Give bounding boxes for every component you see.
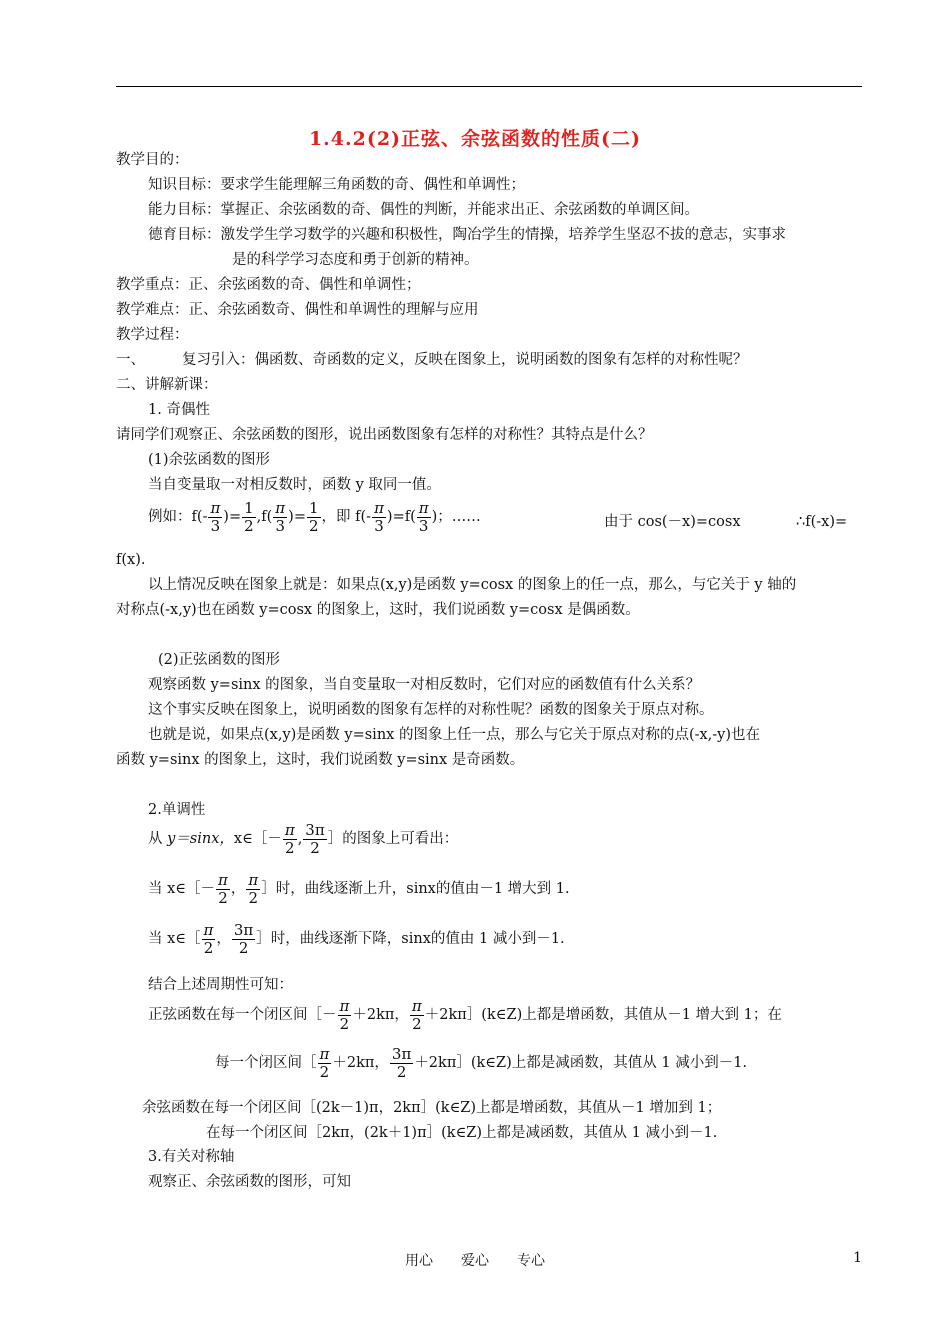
fraction-pi-over-3: $\frac{\pi}{3}$ — [210, 499, 221, 535]
page-number: 1 — [853, 1250, 862, 1266]
teaching-goal-heading: 教学目的： — [116, 152, 189, 168]
mono-fall-line: 当 x∈［ $\frac{\pi}{2}$ ， $\frac{3\pi}{2}$ ］时，曲线逐渐下降，sinx的值由 1 减小到－1. — [148, 921, 565, 957]
sin-graph-heading: (2)正弦函数的图形 — [158, 652, 281, 668]
fraction-pi-over-3: $\frac{\pi}{3}$ — [374, 499, 384, 535]
sin-symmetry: 这个事实反映在图象上，说明函数的图象有怎样的对称性呢？函数的图象关于原点对称。 — [148, 702, 714, 718]
moral-goal-line-1: 德育目标：激发学生学习数学的兴趣和积极性，陶冶学生的情操，培养学生坚忍不拔的意志，实事求 — [148, 227, 786, 243]
difficulty: 教学难点：正、余弦函数奇、偶性和单调性的理解与应用 — [116, 302, 479, 318]
fraction-pi-over-2: $\frac{\pi}{2}$ — [339, 997, 350, 1033]
fraction-pi-over-2: $\frac{\pi}{2}$ — [248, 871, 259, 907]
review-text: 复习引入：偶函数、奇函数的定义，反映在图象上，说明函数的图象有怎样的对称性呢？ — [182, 352, 748, 368]
cos-conclusion-line-2: 对称点(-x,y)也在函数 y=cosx 的图象上，这时，我们说函数 y=cosx 是偶函数。 — [116, 602, 640, 618]
monotonic-heading: 2.单调性 — [148, 802, 206, 818]
key-point: 教学重点：正、余弦函数的奇、偶性和单调性； — [116, 277, 421, 293]
fraction-pi-over-2: $\frac{\pi}{2}$ — [319, 1045, 330, 1081]
mono-observe-line: 从 y＝sinx，x∈［－ $\frac{\pi}{2}$ , $\frac{3\pi}{2}$ ］的图象上可看出： — [148, 821, 459, 857]
header-rule — [116, 86, 862, 87]
cos-observation: 当自变量取一对相反数时，函数 y 取同一值。 — [148, 477, 441, 493]
fraction-pi-over-2: $\frac{\pi}{2}$ — [218, 871, 228, 907]
example-prefix: 例如：f(- — [148, 509, 208, 525]
process-heading: 教学过程： — [116, 327, 189, 343]
example-because: 由于 cos(－x)=cosx — [604, 514, 741, 530]
symmetry-observe: 观察正、余弦函数的图形，可知 — [148, 1174, 351, 1190]
cos-conclusion-line-1: 以上情况反映在图象上就是：如果点(x,y)是函数 y=cosx 的图象上的任一点，那么，与它关于 y 轴的 — [148, 577, 797, 593]
sin-observation: 观察函数 y=sinx 的图象，当自变量取一对相反数时，它们对应的函数值有什么关系？ — [148, 677, 701, 693]
periodicity: 结合上述周期性可知： — [148, 977, 293, 993]
fraction-pi-over-3: $\frac{\pi}{3}$ — [275, 499, 286, 535]
review-number: 一、 — [116, 352, 145, 368]
fraction-3pi-over-2: $\frac{3\pi}{2}$ — [233, 921, 254, 957]
fraction-pi-over-3: $\frac{\pi}{3}$ — [418, 499, 429, 535]
example-fx: f(x). — [116, 552, 146, 568]
moral-goal-line-2: 是的科学学习态度和勇于创新的精神。 — [232, 252, 479, 268]
ability-goal: 能力目标：掌握正、余弦函数的奇、偶性的判断，并能求出正、余弦函数的单调区间。 — [148, 202, 699, 218]
sin-decrease-line: 每一个闭区间［ $\frac{\pi}{2}$ ＋2kπ， $\frac{3\pi}{2}$ ＋2kπ］(k∈Z)上都是减函数，其值从 1 减小到－1. — [215, 1045, 748, 1081]
fraction-3pi-over-2: $\frac{3\pi}{2}$ — [391, 1045, 412, 1081]
symmetry-heading: 3.有关对称轴 — [148, 1149, 235, 1165]
fraction-3pi-over-2: $\frac{3\pi}{2}$ — [305, 821, 325, 857]
fraction-1-over-2: $\frac{1}{2}$ — [244, 499, 254, 535]
fraction-pi-over-2: $\frac{\pi}{2}$ — [411, 997, 422, 1033]
cos-decrease: 在每一个闭区间［2kπ，(2k＋1)π］(k∈Z)上都是减函数，其值从 1 减小到－1. — [206, 1125, 718, 1141]
new-lesson-heading: 二、讲解新课： — [116, 377, 218, 393]
fraction-pi-over-2: $\frac{\pi}{2}$ — [203, 921, 214, 957]
page-footer: 用心 爱心 专心 — [405, 1253, 545, 1269]
knowledge-goal: 知识目标：要求学生能理解三角函数的奇、偶性和单调性； — [148, 177, 525, 193]
cos-increase: 余弦函数在每一个闭区间［(2k－1)π，2kπ］(k∈Z)上都是增函数，其值从－1 增加到 1； — [142, 1100, 722, 1116]
sin-increase-line: 正弦函数在每一个闭区间［－ $\frac{\pi}{2}$ ＋2kπ， $\frac{\pi}{2}$ ＋2kπ］(k∈Z)上都是增函数，其值从－1 增大到 1；在 — [148, 997, 782, 1033]
mono-rise-line: 当 x∈［－ $\frac{\pi}{2}$ ， $\frac{\pi}{2}$ ］时，曲线逐渐上升，sinx的值由－1 增大到 1. — [148, 871, 570, 907]
fraction-pi-over-2: $\frac{\pi}{2}$ — [284, 821, 295, 857]
example-therefore: ∴f(-x)= — [796, 514, 848, 530]
sin-conclusion-line-1: 也就是说，如果点(x,y)是函数 y=sinx 的图象上任一点，那么与它关于原点对称的点(-x,-y)也在 — [148, 727, 761, 743]
example-formula: 例如：f(- $\frac{\pi}{3}$ )= $\frac{1}{2}$ ,f( $\frac{\pi}{3}$ )= $\frac{1}{2}$ ，即 f(- $\frac{\pi}{3}$ )=f( $\frac{\pi}{3}$ )；…… — [148, 499, 481, 535]
parity-question: 请同学们观察正、余弦函数的图形，说出函数图象有怎样的对称性？其特点是什么？ — [116, 427, 653, 443]
page-title: 1.4.2(2)正弦、余弦函数的性质(二) — [308, 128, 642, 150]
sin-conclusion-line-2: 函数 y=sinx 的图象上，这时，我们说函数 y=sinx 是奇函数。 — [116, 752, 525, 768]
parity-heading: 1. 奇偶性 — [148, 402, 210, 418]
fraction-1-over-2: $\frac{1}{2}$ — [308, 499, 319, 535]
cos-graph-heading: (1)余弦函数的图形 — [148, 452, 271, 468]
